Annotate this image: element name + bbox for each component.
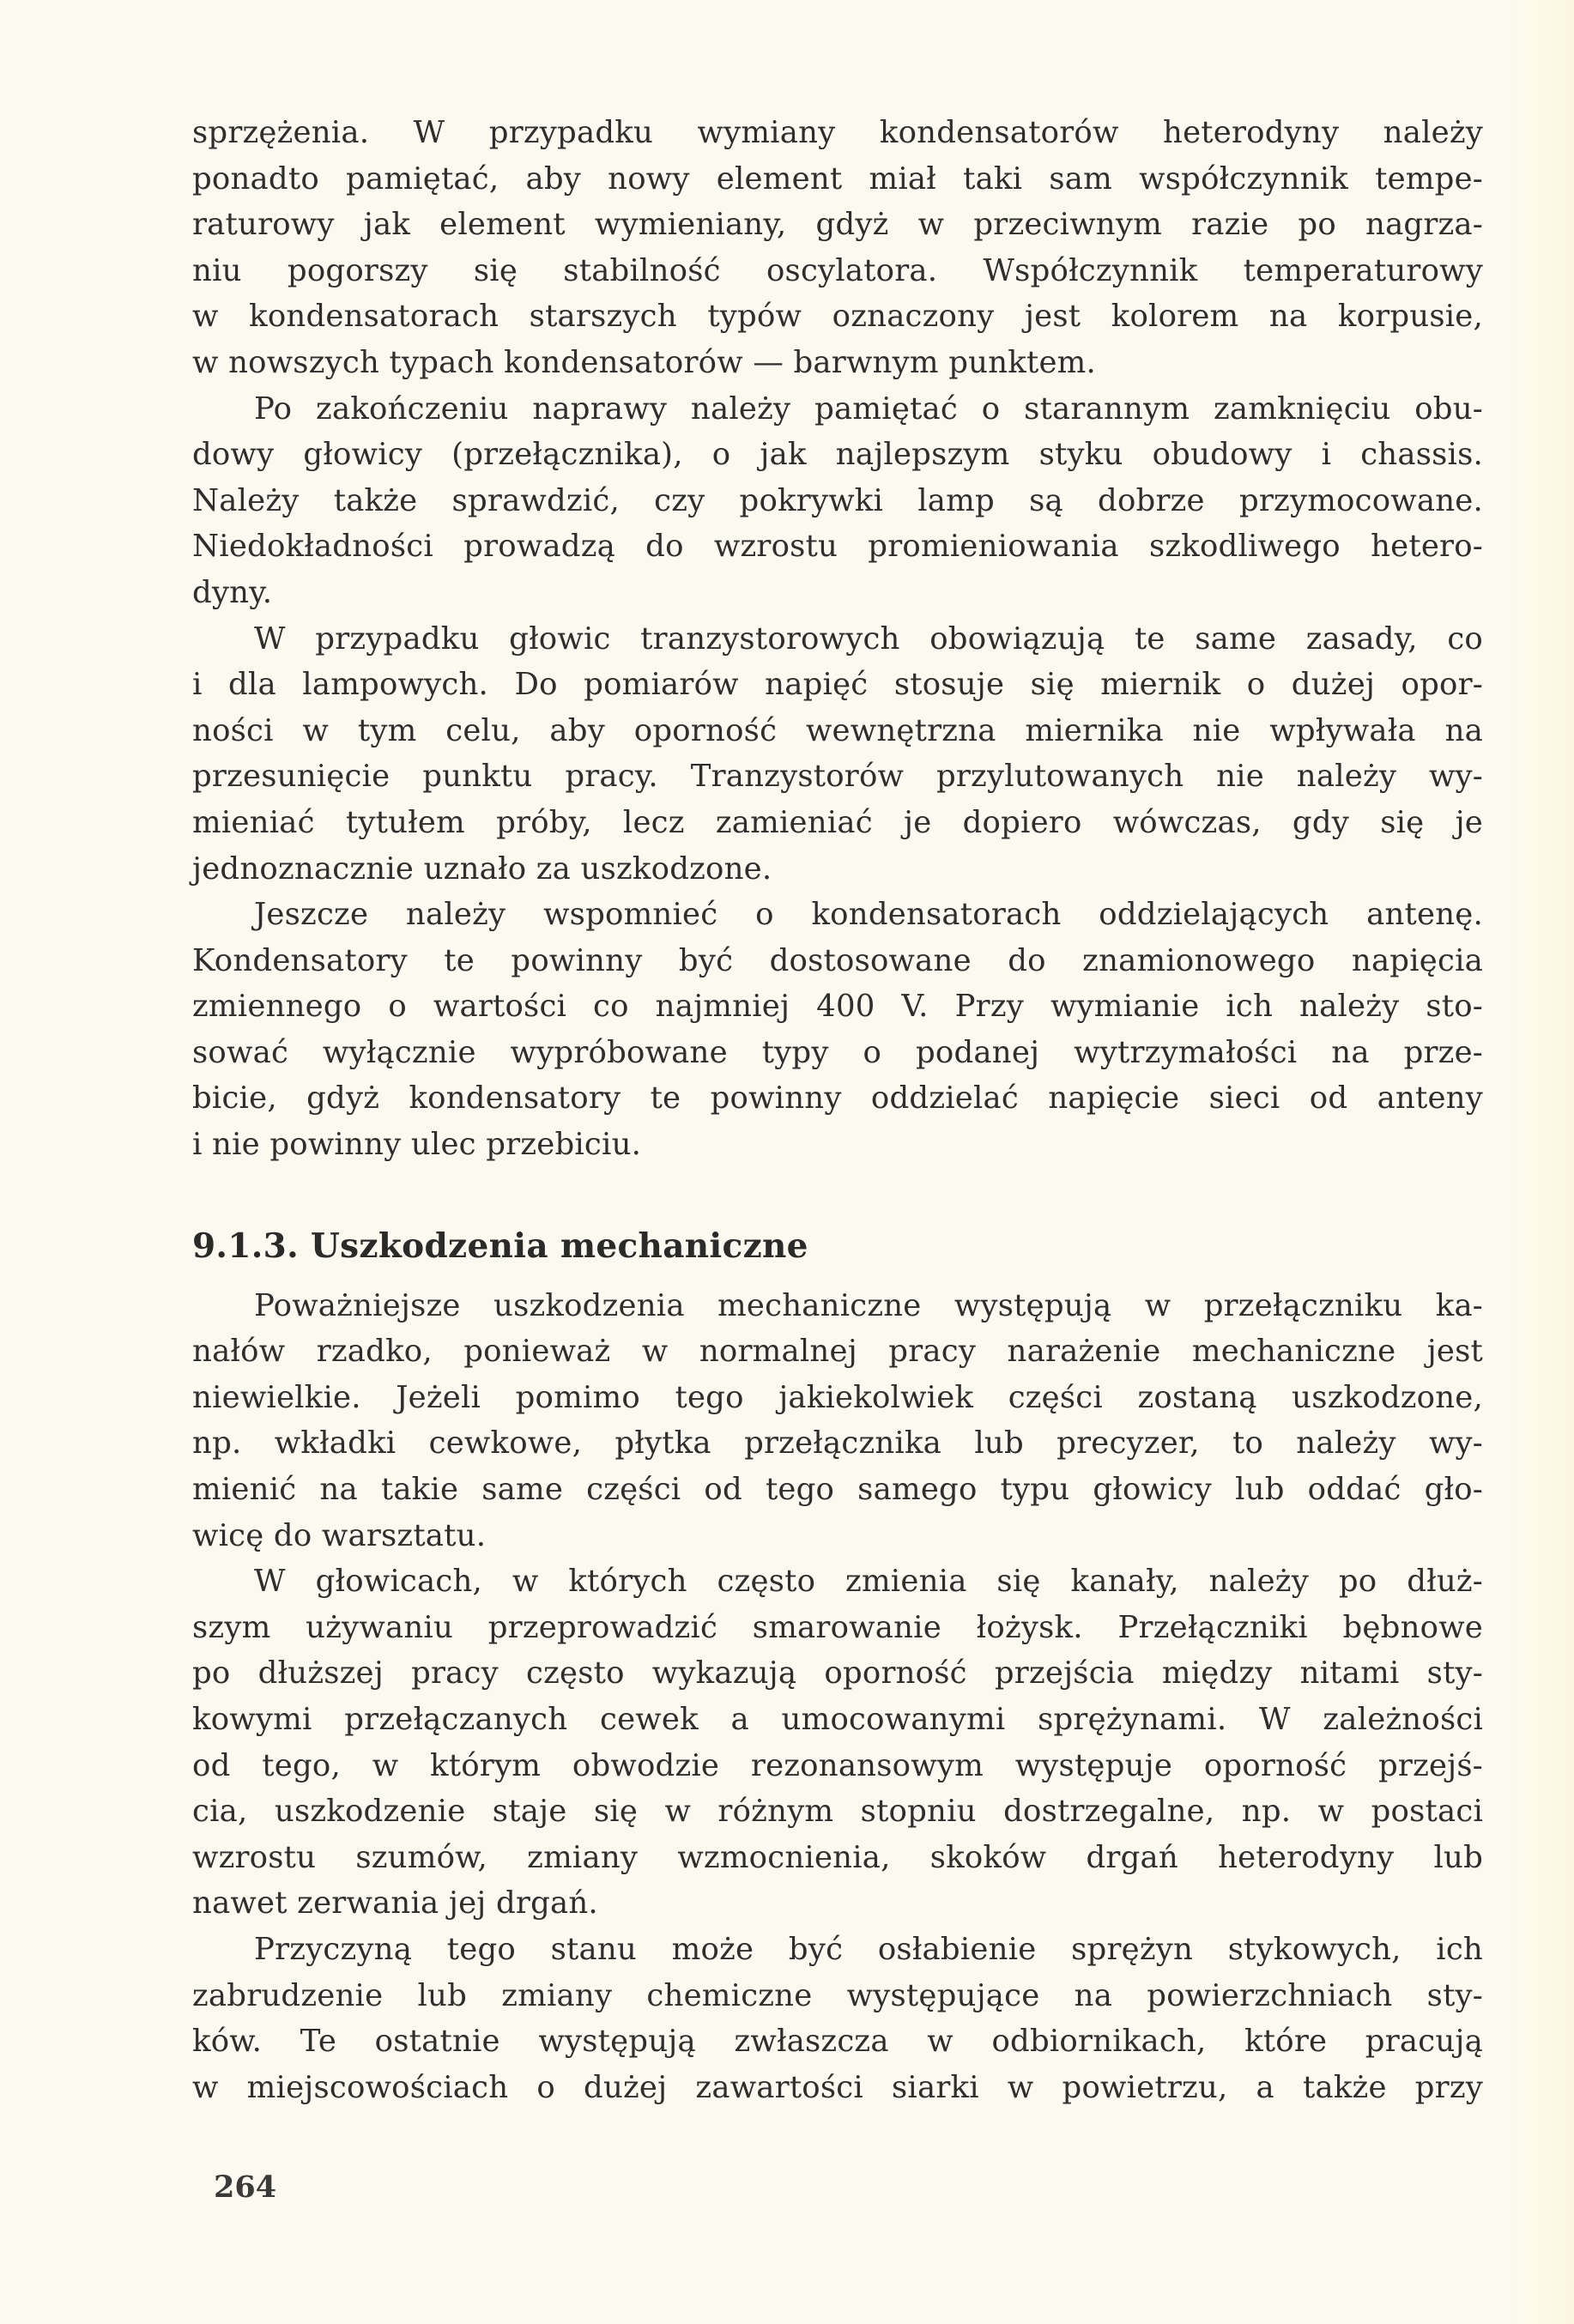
text-line: Po zakończeniu naprawy należy pamiętać o starannym zamknięciu obu-: [254, 390, 1483, 427]
text-line: zabrudzenie lub zmiany chemiczne występujące na powierzchniach sty-: [192, 1977, 1483, 2013]
paragraph: [192, 616, 1483, 893]
paragraph: [192, 892, 1483, 1168]
text-line: w miejscowościach o dużej zawartości siarki w powietrzu, a także przy: [192, 2069, 1483, 2105]
text-line: Kondensatory te powinny być dostosowane do znamionowego napięcia: [192, 942, 1483, 978]
text-line: w nowszych typach kondensatorów — barwnym punktem.: [192, 344, 1097, 380]
text-line: po dłuższej pracy często wykazują oporność przejścia między nitami sty-: [192, 1655, 1483, 1692]
paragraph: [192, 1283, 1483, 1559]
text-line: i dla lampowych. Do pomiarów napięć stosuje się miernik o dużej opor-: [192, 667, 1483, 703]
text-line: szym używaniu przeprowadzić smarowanie łożysk. Przełączniki bębnowe: [192, 1609, 1483, 1645]
text-line: raturowy jak element wymieniany, gdyż w przeciwnym razie po nagrza-: [192, 207, 1483, 243]
text-line: w kondensatorach starszych typów oznaczony jest kolorem na korpusie,: [192, 299, 1483, 335]
text-line: W przypadku głowic tranzystorowych obowiązują te same zasady, co: [254, 620, 1483, 657]
text-line: Poważniejsze uszkodzenia mechaniczne występują w przełączniku ka-: [254, 1287, 1483, 1323]
paragraph: [192, 1558, 1483, 1927]
text-line: W głowicach, w których często zmienia się kanały, należy po dłuż-: [254, 1564, 1483, 1600]
paragraph: [192, 1927, 1483, 2110]
text-line: ków. Te ostatnie występują zwłaszcza w odbiornikach, które pracują: [192, 2024, 1483, 2060]
text-line: dowy głowicy (przełącznika), o jak najlepszym styku obudowy i chassis.: [192, 437, 1483, 473]
paragraph: [192, 386, 1483, 616]
text-line: niu pogorszy się stabilność oscylatora. Współczynnik temperaturowy: [192, 252, 1483, 288]
text-line: mieniać tytułem próby, lecz zamieniać je dopiero wówczas, gdy się je: [192, 804, 1483, 840]
text-line: Należy także sprawdzić, czy pokrywki lamp są dobrze przymocowane.: [192, 482, 1483, 518]
text-line: ności w tym celu, aby oporność wewnętrzna miernika nie wpływała na: [192, 712, 1483, 748]
spacer: [192, 1274, 1483, 1283]
text-line: Przyczyną tego stanu może być osłabienie sprężyn stykowych, ich: [254, 1931, 1483, 1967]
text-line: nawet zerwania jej drgań.: [192, 1885, 598, 1922]
paragraph: [192, 110, 1483, 386]
section-heading: 9.1.3. Uszkodzenia mechaniczne: [192, 1226, 808, 1266]
text-line: ponadto pamiętać, aby nowy element miał taki sam współczynnik tempe-: [192, 160, 1483, 197]
text-line: nałów rzadko, ponieważ w normalnej pracy narażenie mechaniczne jest: [192, 1334, 1483, 1370]
text-line: kowymi przełączanych cewek a umocowanymi sprężynami. W zależności: [192, 1702, 1483, 1737]
text-line: i nie powinny ulec przebiciu.: [192, 1127, 642, 1163]
text-line: niewielkie. Jeżeli pomimo tego jakiekolwiek części zostaną uszkodzone,: [192, 1379, 1483, 1415]
text-line: dyny.: [192, 574, 273, 610]
page-body: [192, 110, 1483, 2110]
text-line: Niedokładności prowadzą do wzrostu promieniowania szkodliwego hetero-: [192, 529, 1483, 565]
text-line: cia, uszkodzenie staje się w różnym stopniu dostrzegalne, np. w postaci: [192, 1794, 1483, 1830]
text-line: zmiennego o wartości co najmniej 400 V. Przy wymianie ich należy sto-: [192, 989, 1483, 1025]
text-line: sprzężenia. W przypadku wymiany kondensatorów heterodyny należy: [192, 115, 1483, 150]
text-line: Jeszcze należy wspomnieć o kondensatorach oddzielających antenę.: [254, 897, 1483, 933]
text-line: jednoznacznie uznało za uszkodzone.: [192, 850, 772, 887]
text-line: od tego, w którym obwodzie rezonansowym występuje oporność przejś-: [192, 1747, 1483, 1783]
text-line: sować wyłącznie wypróbowane typy o podanej wytrzymałości na prze-: [192, 1034, 1483, 1070]
text-line: mienić na takie same części od tego samego typu głowicy lub oddać gło-: [192, 1472, 1483, 1508]
text-line: wzrostu szumów, zmiany wzmocnienia, skoków drgań heterodyny lub: [192, 1839, 1483, 1875]
text-line: bicie, gdyż kondensatory te powinny oddzielać napięcie sieci od anteny: [192, 1080, 1483, 1117]
spacer: [192, 1168, 1483, 1218]
text-line: przesunięcie punktu pracy. Tranzystorów przylutowanych nie należy wy-: [192, 759, 1483, 795]
page-edge-shadow: [1507, 0, 1574, 2324]
text-line: np. wkładki cewkowe, płytka przełącznika lub precyzer, to należy wy-: [192, 1425, 1483, 1462]
page-number: 264: [214, 2170, 277, 2205]
text-line: wicę do warsztatu.: [192, 1517, 487, 1553]
